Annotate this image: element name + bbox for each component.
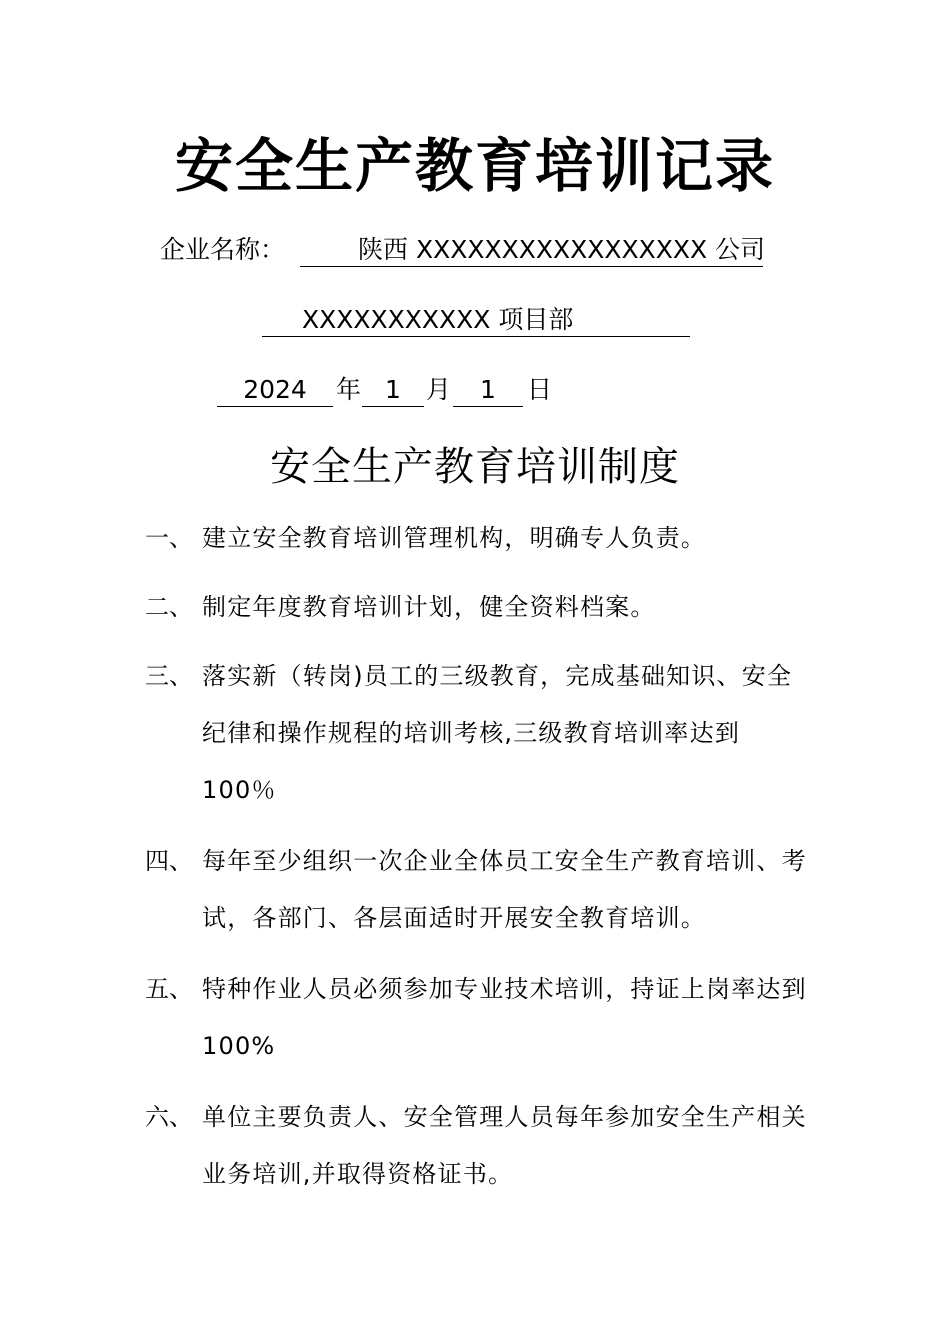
policy-item-text: 每年至少组织一次企业全体员工安全生产教育培训、考试，各部门、各层面适时开展安全教育培训。 (202, 847, 807, 932)
policy-item-number: 二、 (145, 593, 193, 621)
company-name-field (300, 234, 766, 267)
company-name: 陕西 XXXXXXXXXXXXXXXXX 公司 (358, 235, 766, 264)
date-day: 1 (453, 374, 523, 407)
policy-item-text: 特种作业人员必须参加专业技术培训，持证上岗率达到 100% (202, 975, 807, 1060)
policy-item-number: 五、 (145, 975, 193, 1003)
date-year: 2024 (217, 374, 333, 407)
policy-item-text: 单位主要负责人、安全管理人员每年参加安全生产相关业务培训,并取得资格证书。 (202, 1103, 807, 1188)
company-label: 企业名称： (160, 235, 286, 264)
date-month: 1 (362, 374, 424, 407)
policy-item-text: 制定年度教育培训计划，健全资料档案。 (202, 593, 656, 621)
policy-item-text: 落实新（转岗)员工的三级教育，完成基础知识、安全纪律和操作规程的培训考核,三级教育培训率达到 100％ (202, 662, 793, 804)
policy-item-number: 四、 (145, 847, 193, 875)
policy-item-number: 一、 (145, 524, 193, 552)
date-year-unit: 年 (336, 375, 362, 404)
policy-title: 安全生产教育培训制度 (270, 444, 680, 490)
project-name: XXXXXXXXXXX 项目部 (302, 305, 574, 334)
document-title: 安全生产教育培训记录 (174, 132, 775, 200)
policy-item-text: 建立安全教育培训管理机构，明确专人负责。 (202, 524, 706, 552)
project-name-field (262, 304, 690, 337)
date-month-unit: 月 (426, 375, 452, 404)
policy-item-number: 六、 (145, 1103, 193, 1131)
date-day-unit: 日 (527, 375, 553, 404)
policy-item-number: 三、 (145, 662, 193, 690)
